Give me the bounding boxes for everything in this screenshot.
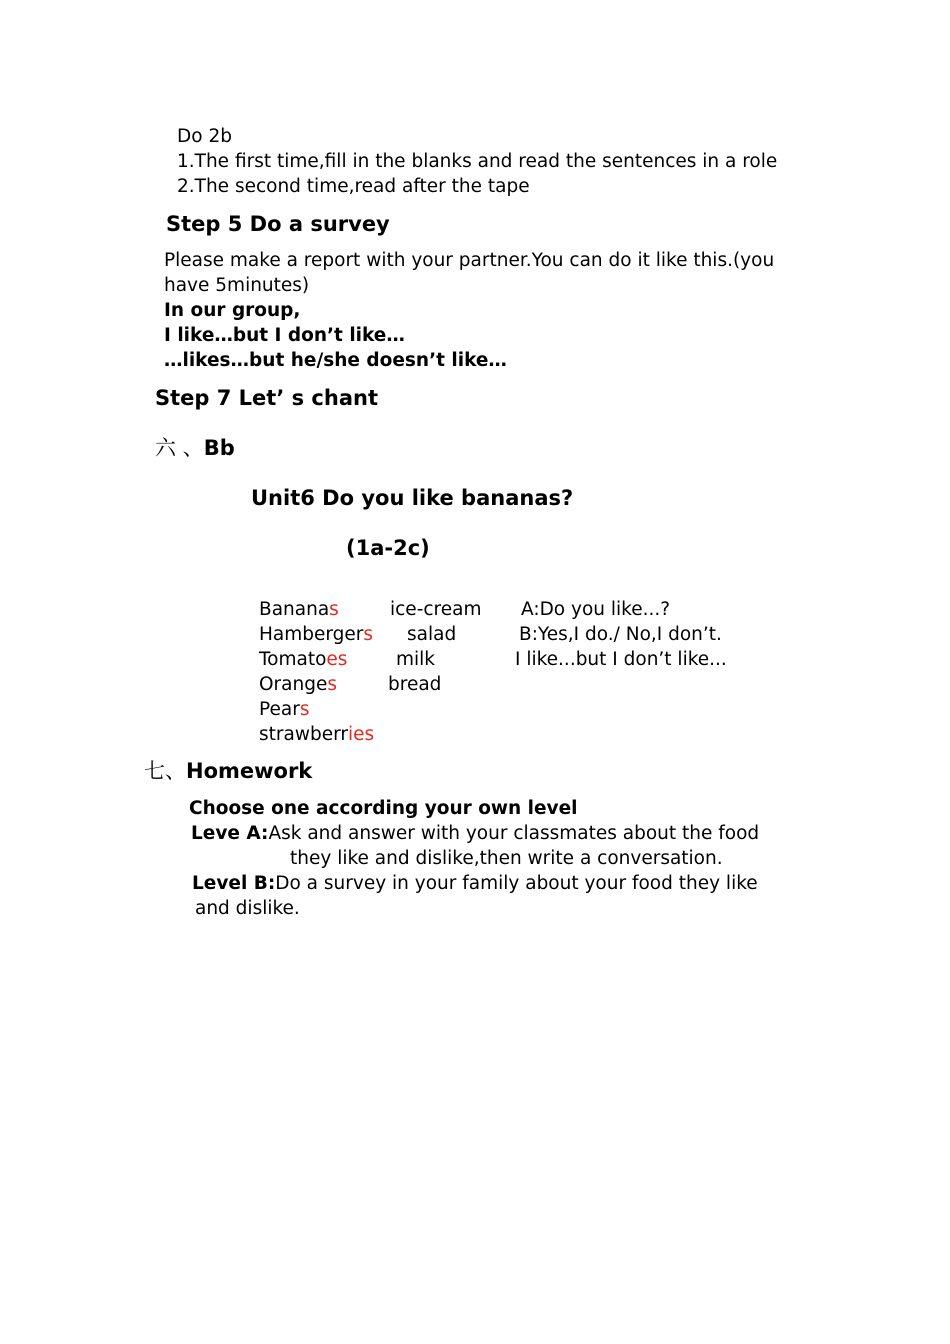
food-word: bread bbox=[388, 674, 442, 695]
bb-section-heading bbox=[155, 434, 235, 462]
level-a-label: Leve A: bbox=[191, 823, 269, 844]
homework-heading bbox=[144, 757, 312, 785]
step5-intro-line1: Please make a report with your partner.You can do it like this.(you bbox=[164, 250, 775, 271]
step5-model-3: …likes…but he/she doesn’t like… bbox=[164, 350, 507, 371]
level-b-text: Do a survey in your family about your food they like bbox=[275, 873, 758, 894]
bb-unit-subtitle: (1a-2c) bbox=[346, 536, 430, 560]
food-word: salad bbox=[407, 624, 457, 645]
plural-ending: ies bbox=[347, 724, 375, 745]
bb-section-label: Bb bbox=[203, 436, 235, 460]
plural-ending: s bbox=[299, 699, 310, 720]
homework-section-number: 七、 bbox=[144, 759, 186, 783]
do2b-instruction-2: 2.The second time,read after the tape bbox=[177, 176, 530, 197]
plural-word: Pears bbox=[259, 699, 310, 720]
plural-ending: es bbox=[326, 649, 348, 670]
do2b-instruction-1: 1.The first time,fill in the blanks and read the sentences in a role bbox=[177, 151, 778, 172]
step5-model-2: I like…but I don’t like… bbox=[164, 325, 405, 346]
bb-section-number: 六 、 bbox=[155, 436, 204, 460]
level-b-line1 bbox=[192, 871, 758, 896]
dialogue-line: I like...but I don’t like... bbox=[515, 649, 727, 670]
level-a-line2: they like and dislike,then write a conversation. bbox=[290, 848, 723, 869]
plural-word: Hambergers bbox=[259, 624, 374, 645]
step7-heading: Step 7 Let’ s chant bbox=[155, 386, 378, 410]
step5-model-1: In our group, bbox=[164, 300, 301, 321]
plural-word: Bananas bbox=[259, 599, 339, 620]
level-b-label: Level B: bbox=[192, 873, 276, 894]
do2b-title: Do 2b bbox=[177, 126, 232, 147]
plural-ending: s bbox=[363, 624, 374, 645]
step5-intro-line2: have 5minutes) bbox=[164, 275, 310, 296]
plural-word: Tomatoes bbox=[259, 649, 348, 670]
level-b-line2: and dislike. bbox=[195, 898, 300, 919]
food-word: ice-cream bbox=[390, 599, 482, 620]
plural-ending: s bbox=[327, 674, 337, 695]
plural-word: Oranges bbox=[259, 674, 337, 695]
food-word: milk bbox=[396, 649, 436, 670]
level-a-line1 bbox=[191, 821, 759, 846]
level-a-text: Ask and answer with your classmates about the food bbox=[268, 823, 760, 844]
homework-instruction: Choose one according your own level bbox=[189, 798, 578, 819]
homework-label: Homework bbox=[186, 759, 313, 783]
dialogue-line: A:Do you like...? bbox=[521, 599, 671, 620]
step5-heading: Step 5 Do a survey bbox=[166, 212, 390, 236]
bb-unit-title: Unit6 Do you like bananas? bbox=[251, 486, 574, 510]
plural-word: strawberries bbox=[259, 724, 375, 745]
dialogue-line: B:Yes,I do./ No,I don’t. bbox=[519, 624, 722, 645]
plural-ending: s bbox=[329, 599, 339, 620]
